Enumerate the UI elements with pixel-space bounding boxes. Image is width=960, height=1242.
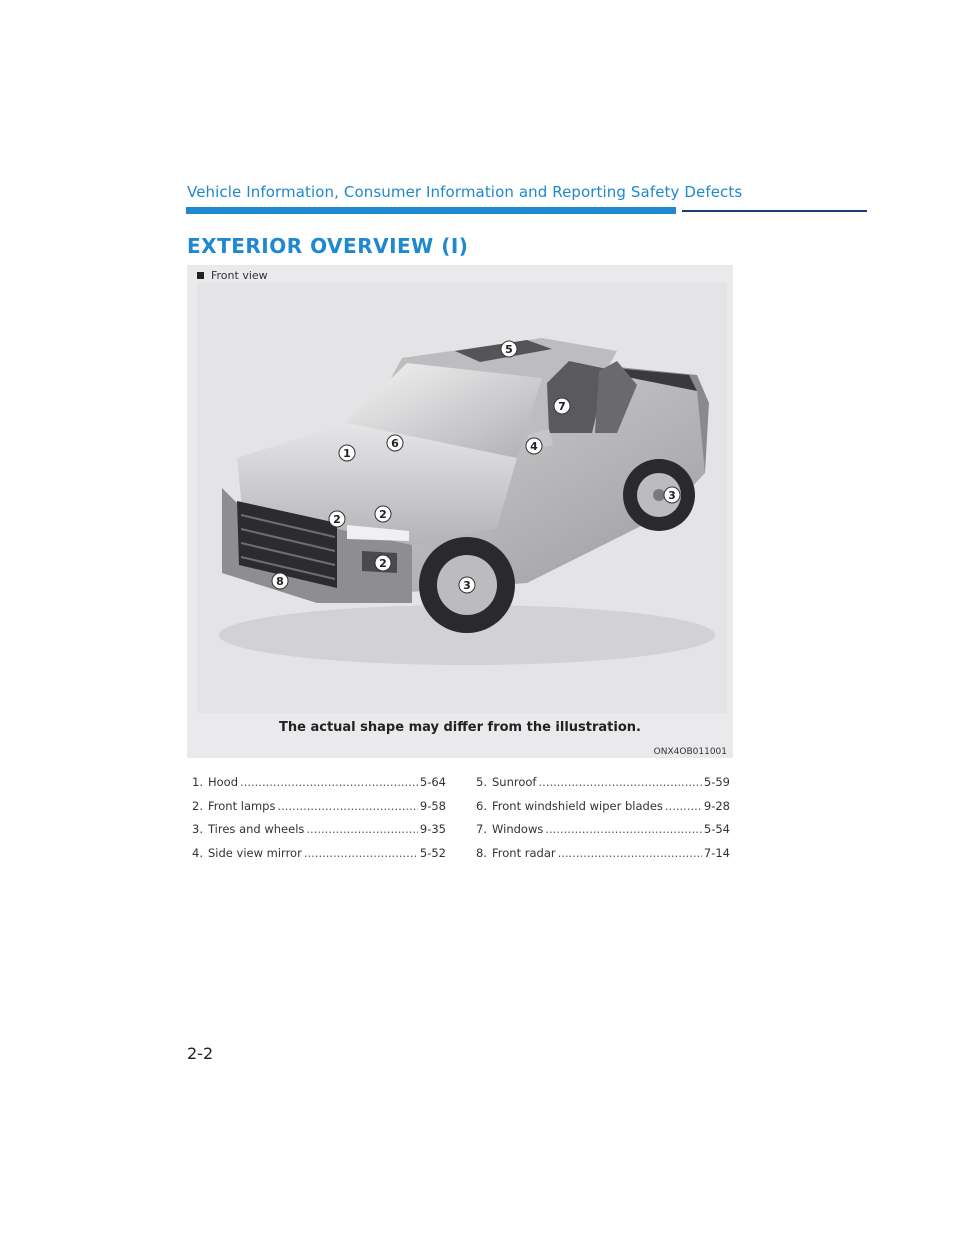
item-number: 6.	[476, 798, 487, 813]
item-page: 5-54	[703, 822, 730, 837]
item-page: 5-59	[703, 775, 730, 789]
callout-2a: 2	[333, 513, 341, 526]
item-label: Side view mirror	[208, 845, 302, 860]
item-page: 7-14	[703, 845, 730, 860]
item-label: Front radar	[492, 845, 556, 860]
item-number: 1.	[192, 775, 203, 789]
list-item	[192, 846, 446, 870]
list-item	[192, 799, 446, 823]
callout-2c: 2	[379, 557, 387, 570]
item-label: Hood	[208, 775, 239, 789]
list-item	[476, 846, 730, 870]
callout-6: 6	[391, 437, 399, 450]
item-number: 7.	[476, 822, 487, 837]
leader-dots	[306, 822, 418, 836]
page-number: 2-2	[187, 1044, 214, 1063]
square-bullet-icon	[197, 272, 204, 279]
callout-8: 8	[276, 575, 284, 588]
list-item	[476, 775, 730, 799]
item-number: 5.	[476, 775, 487, 789]
list-item	[192, 775, 446, 799]
leader-dots	[277, 799, 417, 813]
header-rule-thin	[682, 210, 867, 212]
item-number: 2.	[192, 798, 203, 813]
vehicle-illustration	[197, 283, 727, 713]
callout-1: 1	[343, 447, 351, 460]
callout-5: 5	[505, 343, 513, 356]
item-label: Front lamps	[208, 798, 276, 813]
item-page: 9-28	[703, 798, 730, 813]
view-label-text: Front view	[211, 269, 268, 282]
item-label: Tires and wheels	[208, 822, 305, 837]
header-rule-blue	[186, 207, 676, 214]
section-title: EXTERIOR OVERVIEW (I)	[187, 234, 469, 258]
figure-code: ONX4OB011001	[653, 747, 727, 757]
item-number: 8.	[476, 845, 487, 860]
leader-dots	[665, 799, 702, 813]
item-page: 5-64	[419, 775, 446, 789]
item-number: 4.	[192, 845, 203, 860]
callout-3b: 3	[668, 489, 676, 502]
figure-panel	[187, 265, 733, 758]
leader-dots	[304, 846, 418, 860]
item-page: 9-35	[419, 822, 446, 837]
leader-dots	[545, 822, 702, 836]
callout-2b: 2	[379, 508, 387, 521]
figure-disclaimer: The actual shape may differ from the illustration.	[279, 720, 641, 735]
leader-dots	[240, 775, 418, 789]
item-page: 9-58	[419, 798, 446, 813]
list-item	[476, 822, 730, 846]
parts-list-left	[192, 775, 446, 869]
callout-4: 4	[530, 440, 538, 453]
list-item	[476, 799, 730, 823]
callout-7: 7	[558, 400, 566, 413]
item-label: Front windshield wiper blades	[492, 798, 663, 813]
callout-3a: 3	[463, 579, 471, 592]
item-label: Sunroof	[492, 775, 537, 789]
view-label	[197, 269, 268, 282]
item-page: 5-52	[419, 845, 446, 860]
item-label: Windows	[492, 822, 544, 837]
leader-dots	[538, 775, 701, 789]
list-item	[192, 822, 446, 846]
leader-dots	[558, 846, 702, 860]
parts-list-right	[476, 775, 730, 869]
item-number: 3.	[192, 822, 203, 837]
chapter-title: Vehicle Information, Consumer Information and Reporting Safety Defects	[187, 183, 743, 201]
